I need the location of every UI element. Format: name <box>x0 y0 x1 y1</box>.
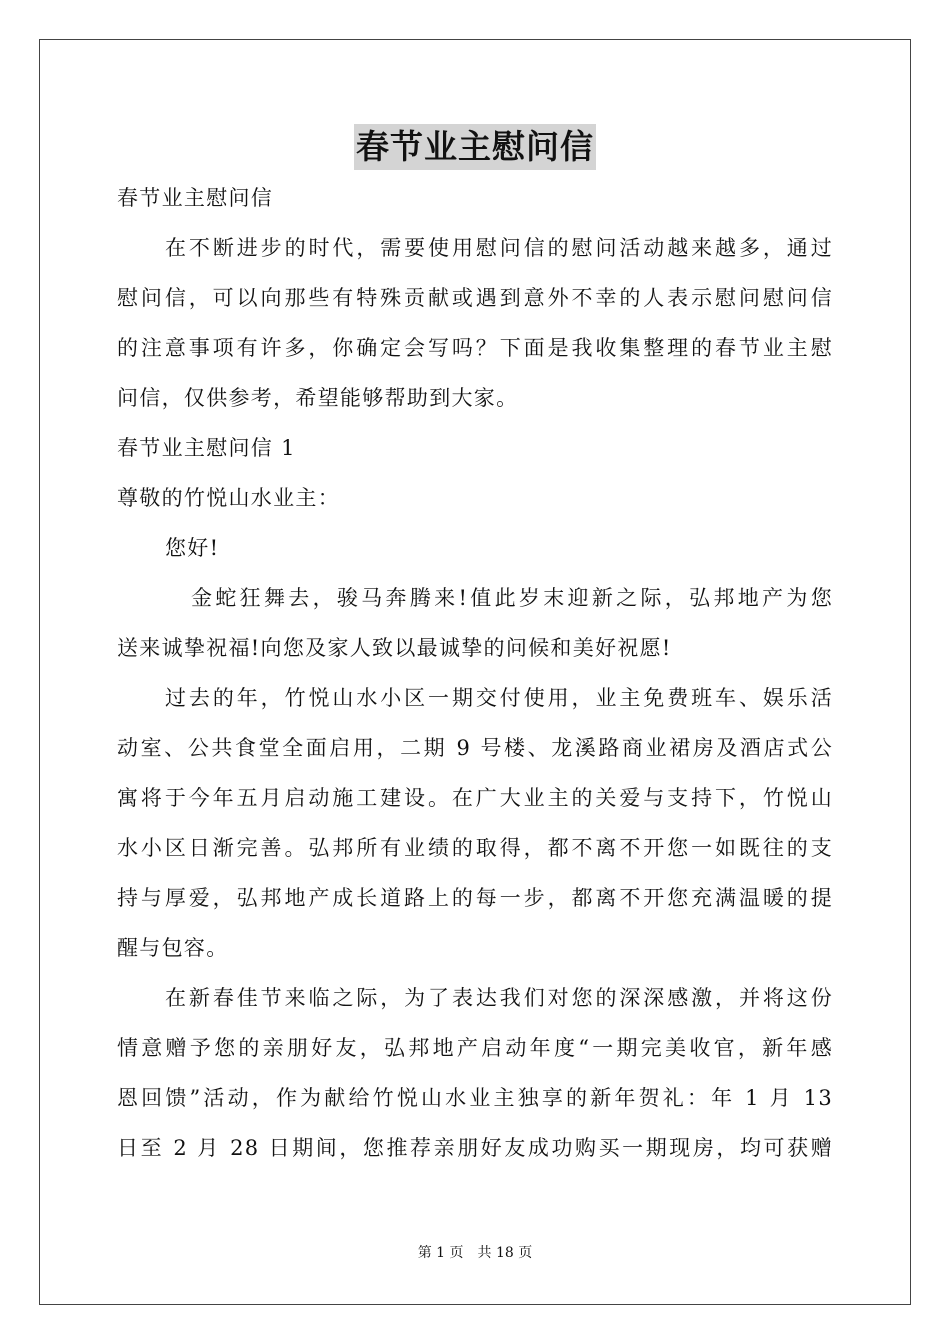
paragraph-line: 持与厚爱，弘邦地产成长道路上的每一步，都离不开您充满温暖的提 <box>117 886 833 910</box>
paragraph-line: 问信，仅供参考，希望能够帮助到大家。 <box>117 386 519 410</box>
paragraph-line: 情意赠予您的亲朋好友，弘邦地产启动年度“一期完美收官，新年感 <box>117 1036 833 1060</box>
paragraph-line: 的注意事项有许多，你确定会写吗？下面是我收集整理的春节业主慰 <box>117 336 833 360</box>
document-title: 春节业主慰问信 <box>354 124 596 170</box>
paragraph-line: 金蛇狂舞去，骏马奔腾来!值此岁末迎新之际，弘邦地产为您 <box>191 586 833 610</box>
paragraph-line: 日至 2 月 28 日期间，您推荐亲朋好友成功购买一期现房，均可获赠 <box>117 1136 833 1160</box>
paragraph-line: 在新春佳节来临之际，为了表达我们对您的深深感激，并将这份 <box>165 986 833 1010</box>
paragraph-line: 恩回馈”活动，作为献给竹悦山水业主独享的新年贺礼：年 1 月 13 <box>117 1086 833 1110</box>
paragraph-line: 水小区日渐完善。弘邦所有业绩的取得，都不离不开您一如既往的支 <box>117 836 833 860</box>
subtitle-line: 春节业主慰问信 <box>117 186 274 210</box>
section-heading: 春节业主慰问信 1 <box>117 436 296 460</box>
paragraph-line: 动室、公共食堂全面启用，二期 9 号楼、龙溪路商业裙房及酒店式公 <box>117 736 833 760</box>
salutation: 尊敬的竹悦山水业主： <box>117 486 340 510</box>
paragraph-line: 过去的年，竹悦山水小区一期交付使用，业主免费班车、娱乐活 <box>165 686 833 710</box>
greeting: 您好! <box>165 536 220 560</box>
page-footer: 第 1 页 共 18 页 <box>417 1245 533 1261</box>
paragraph-line: 醒与包容。 <box>117 936 229 960</box>
paragraph-line: 寓将于今年五月启动施工建设。在广大业主的关爱与支持下，竹悦山 <box>117 786 833 810</box>
paragraph-line: 慰问信，可以向那些有特殊贡献或遇到意外不幸的人表示慰问慰问信 <box>117 286 833 310</box>
title-container <box>0 124 950 170</box>
paragraph-line: 在不断进步的时代，需要使用慰问信的慰问活动越来越多，通过 <box>165 236 833 260</box>
paragraph-line: 送来诚挚祝福!向您及家人致以最诚挚的问候和美好祝愿! <box>117 636 672 660</box>
